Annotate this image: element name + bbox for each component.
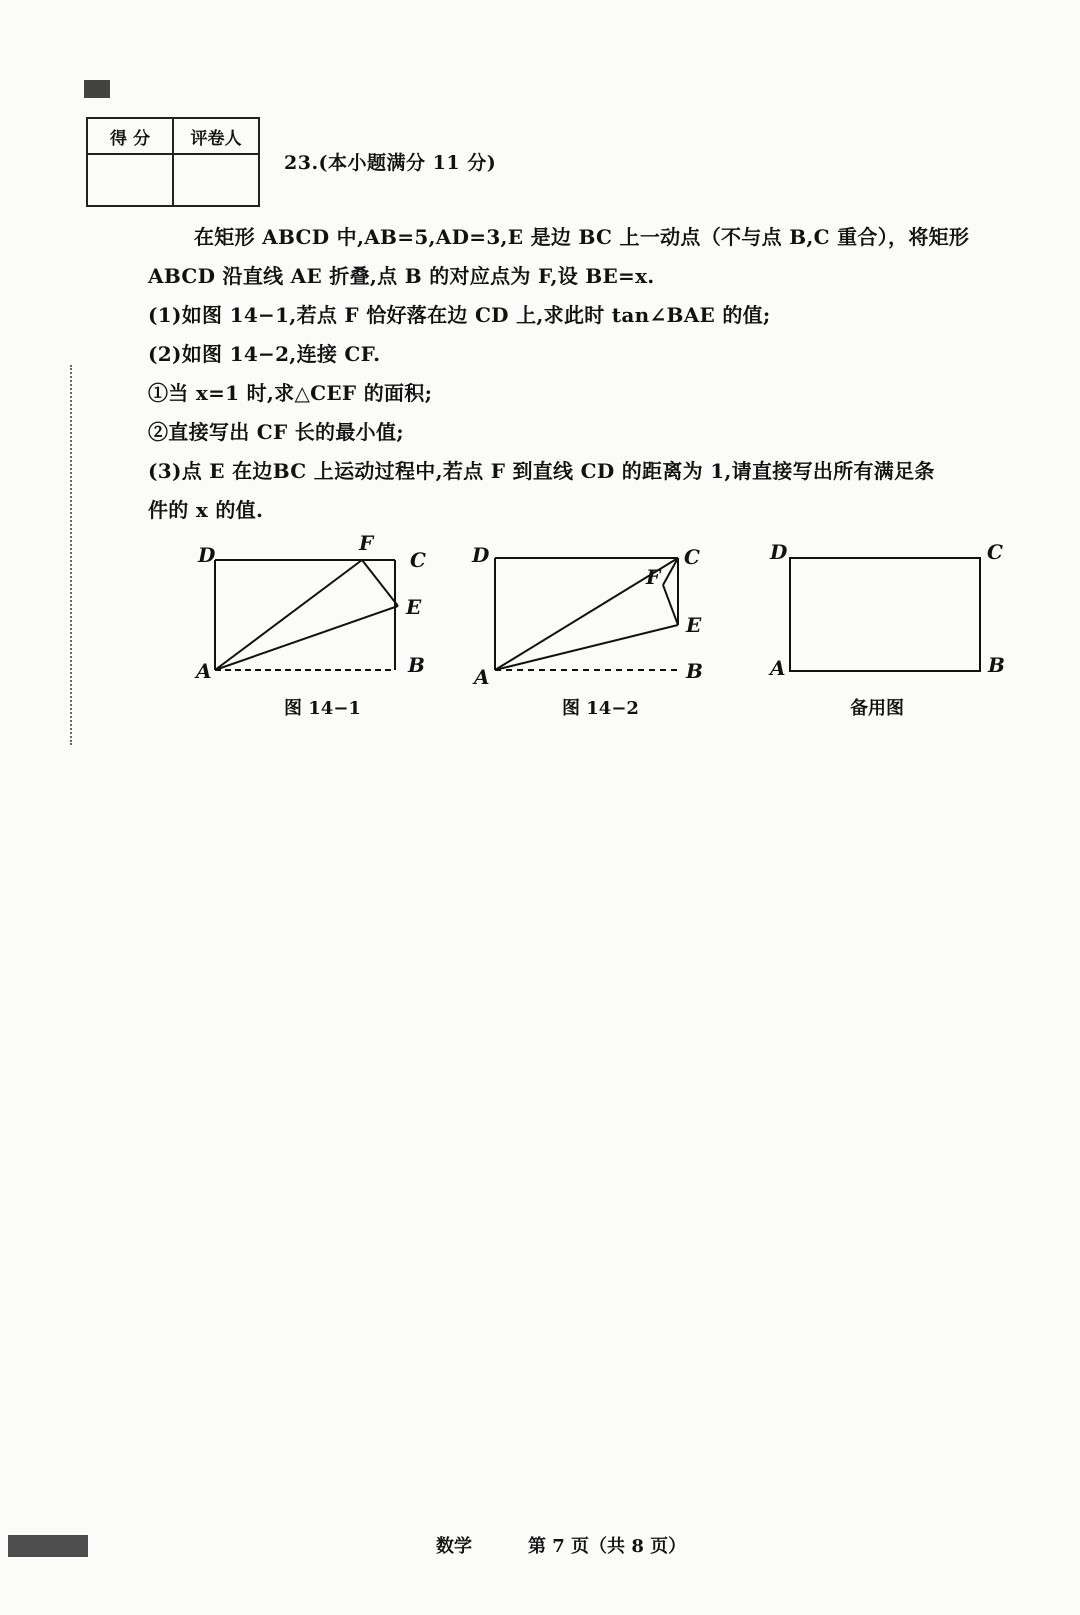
grader-label: 评卷人 [173, 118, 259, 154]
fig2-label-c: C [684, 545, 700, 569]
fig2-label-f: F [646, 565, 661, 589]
question-title: 23.(本小题满分 11 分) [284, 152, 497, 174]
fig1-label-f: F [359, 531, 374, 555]
question-line-2: ABCD 沿直线 AE 折叠,点 B 的对应点为 F,设 BE=x. [148, 264, 655, 288]
fig2-label-d: D [472, 543, 490, 567]
question-line-8: 件的 x 的值. [148, 498, 264, 522]
fig2-caption: 图 14−2 [562, 698, 639, 719]
question-line-4: (2)如图 14−2,连接 CF. [148, 342, 381, 366]
fig2-label-b: B [686, 659, 703, 683]
question-line-5: ①当 x=1 时,求△CEF 的面积; [148, 381, 433, 405]
fig1-label-c: C [410, 548, 426, 572]
scan-smudge-mark-bottom [8, 1535, 88, 1557]
fig1-line-fe [362, 560, 398, 606]
fig1-caption: 图 14−1 [284, 698, 361, 719]
score-label: 得 分 [87, 118, 173, 154]
binding-line [70, 365, 72, 745]
fig2-label-a: A [474, 665, 490, 689]
fig1-line-ae [215, 606, 398, 670]
fig2-line-ae [495, 625, 678, 670]
question-line-1: 在矩形 ABCD 中,AB=5,AD=3,E 是边 BC 上一动点（不与点 B,C 重合），将矩形 [194, 225, 970, 249]
question-line-3: (1)如图 14−1,若点 F 恰好落在边 CD 上,求此时 tan∠BAE 的值; [148, 303, 771, 327]
fig3-label-c: C [987, 540, 1003, 564]
spare-rectangle [790, 558, 980, 671]
fig2-label-e: E [686, 613, 702, 637]
fig1-label-a: A [196, 659, 212, 683]
footer-subject: 数学 [436, 1536, 472, 1557]
question-line-7: (3)点 E 在边BC 上运动过程中,若点 F 到直线 CD 的距离为 1,请直接写出所有满足条 [148, 459, 935, 483]
fig3-label-b: B [988, 653, 1005, 677]
figure-spare [790, 558, 980, 671]
figures-svg [0, 0, 1080, 760]
fig3-caption: 备用图 [850, 698, 904, 719]
fig3-label-d: D [770, 540, 788, 564]
question-line-6: ②直接写出 CF 长的最小值; [148, 420, 404, 444]
fig1-label-e: E [406, 595, 422, 619]
fig3-label-a: A [770, 656, 786, 680]
fig1-line-af [215, 560, 362, 670]
figure-14-1 [215, 560, 398, 670]
fig1-label-d: D [198, 543, 216, 567]
fig2-line-fe [663, 585, 678, 625]
fig1-label-b: B [408, 653, 425, 677]
footer-page: 第 7 页（共 8 页） [528, 1536, 687, 1557]
